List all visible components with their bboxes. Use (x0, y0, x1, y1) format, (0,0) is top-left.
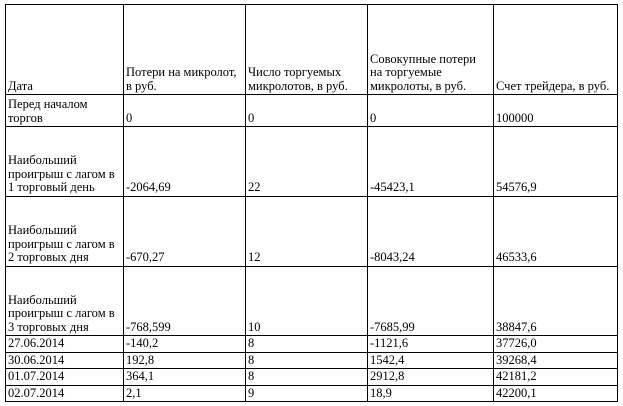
date-cell: Наибольший проигрыш с лагом в 2 торговых дня (6, 196, 124, 266)
table-row (6, 336, 618, 352)
date-cell: Перед началом торгов (6, 95, 124, 127)
count-cell: 0 (246, 95, 368, 127)
count-cell: 22 (246, 127, 368, 197)
header-date: Дата (6, 5, 124, 95)
total-loss-cell: -8043,24 (368, 196, 494, 266)
loss-cell: -768,599 (124, 266, 246, 336)
account-cell: 100000 (494, 95, 618, 127)
account-cell: 42181,2 (494, 369, 618, 385)
count-cell: 8 (246, 369, 368, 385)
header-trader-account: Счет трейдера, в руб. (494, 5, 618, 95)
account-cell: 37726,0 (494, 336, 618, 352)
account-cell: 39268,4 (494, 352, 618, 368)
header-row (6, 5, 618, 95)
loss-cell: 0 (124, 95, 246, 127)
header-total-loss: Совокупные потери на торгуемые микролоты, в руб. (368, 5, 494, 95)
loss-cell: -670,27 (124, 196, 246, 266)
total-loss-cell: -1121,6 (368, 336, 494, 352)
total-loss-cell: 2912,8 (368, 369, 494, 385)
loss-cell: 364,1 (124, 369, 246, 385)
table-row (6, 385, 618, 401)
total-loss-cell: 0 (368, 95, 494, 127)
loss-cell: 2,1 (124, 385, 246, 401)
header-microlot-count: Число торгуемых микролотов, в руб. (246, 5, 368, 95)
loss-cell: 192,8 (124, 352, 246, 368)
total-loss-cell: -45423,1 (368, 127, 494, 197)
loss-cell: -2064,69 (124, 127, 246, 197)
account-cell: 54576,9 (494, 127, 618, 197)
trader-account-table (5, 4, 618, 402)
account-cell: 42200,1 (494, 385, 618, 401)
date-cell: Наибольший проигрыш с лагом в 1 торговый день (6, 127, 124, 197)
table-row (6, 369, 618, 385)
count-cell: 12 (246, 196, 368, 266)
date-cell: 27.06.2014 (6, 336, 124, 352)
table-row (6, 352, 618, 368)
total-loss-cell: -7685,99 (368, 266, 494, 336)
total-loss-cell: 1542,4 (368, 352, 494, 368)
count-cell: 8 (246, 336, 368, 352)
account-cell: 46533,6 (494, 196, 618, 266)
loss-cell: -140,2 (124, 336, 246, 352)
date-cell: 01.07.2014 (6, 369, 124, 385)
count-cell: 9 (246, 385, 368, 401)
count-cell: 8 (246, 352, 368, 368)
table-row (6, 266, 618, 336)
total-loss-cell: 18,9 (368, 385, 494, 401)
table-row (6, 196, 618, 266)
header-loss-per-microlot: Потери на микролот, в руб. (124, 5, 246, 95)
count-cell: 10 (246, 266, 368, 336)
table-row (6, 127, 618, 197)
date-cell: Наибольший проигрыш с лагом в 3 торговых дня (6, 266, 124, 336)
table-row (6, 95, 618, 127)
account-cell: 38847,6 (494, 266, 618, 336)
date-cell: 02.07.2014 (6, 385, 124, 401)
date-cell: 30.06.2014 (6, 352, 124, 368)
